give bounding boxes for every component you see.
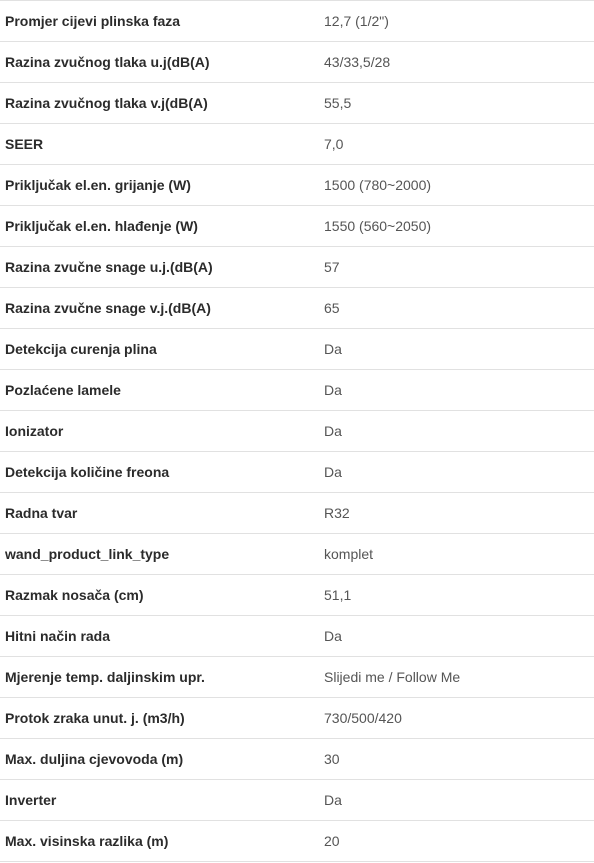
spec-row xyxy=(0,452,594,493)
spec-row xyxy=(0,616,594,657)
spec-value: Da xyxy=(319,411,594,452)
spec-value: 20 xyxy=(319,821,594,862)
spec-row xyxy=(0,370,594,411)
spec-row xyxy=(0,1,594,42)
spec-label: Razina zvučnog tlaka v.j(dB(A) xyxy=(0,83,319,124)
spec-row xyxy=(0,42,594,83)
spec-value: komplet xyxy=(319,534,594,575)
spec-row xyxy=(0,83,594,124)
spec-label: Detekcija količine freona xyxy=(0,452,319,493)
spec-label: Max. duljina cjevovoda (m) xyxy=(0,739,319,780)
spec-row xyxy=(0,534,594,575)
specifications-table-body xyxy=(0,1,594,862)
spec-row xyxy=(0,124,594,165)
spec-label: Promjer cijevi plinska faza xyxy=(0,1,319,42)
spec-row xyxy=(0,657,594,698)
spec-value: R32 xyxy=(319,493,594,534)
spec-row xyxy=(0,575,594,616)
spec-value: Da xyxy=(319,329,594,370)
spec-label: Protok zraka unut. j. (m3/h) xyxy=(0,698,319,739)
spec-row xyxy=(0,206,594,247)
spec-row xyxy=(0,165,594,206)
spec-value: Da xyxy=(319,452,594,493)
spec-value: 12,7 (1/2") xyxy=(319,1,594,42)
spec-value: 1500 (780~2000) xyxy=(319,165,594,206)
spec-label: Radna tvar xyxy=(0,493,319,534)
spec-label: Razina zvučne snage v.j.(dB(A) xyxy=(0,288,319,329)
spec-row xyxy=(0,288,594,329)
spec-value: 730/500/420 xyxy=(319,698,594,739)
spec-label: Pozlaćene lamele xyxy=(0,370,319,411)
spec-value: 30 xyxy=(319,739,594,780)
spec-label: Max. visinska razlika (m) xyxy=(0,821,319,862)
spec-row xyxy=(0,247,594,288)
spec-row xyxy=(0,698,594,739)
spec-value: 1550 (560~2050) xyxy=(319,206,594,247)
spec-label: wand_product_link_type xyxy=(0,534,319,575)
spec-value: Slijedi me / Follow Me xyxy=(319,657,594,698)
spec-row xyxy=(0,739,594,780)
spec-value: 55,5 xyxy=(319,83,594,124)
spec-value: 51,1 xyxy=(319,575,594,616)
spec-label: Detekcija curenja plina xyxy=(0,329,319,370)
spec-row xyxy=(0,329,594,370)
spec-label: Razmak nosača (cm) xyxy=(0,575,319,616)
spec-label: Inverter xyxy=(0,780,319,821)
spec-label: Priključak el.en. hlađenje (W) xyxy=(0,206,319,247)
spec-label: Razina zvučne snage u.j.(dB(A) xyxy=(0,247,319,288)
spec-label: Razina zvučnog tlaka u.j(dB(A) xyxy=(0,42,319,83)
spec-row xyxy=(0,411,594,452)
spec-value: Da xyxy=(319,616,594,657)
spec-value: 7,0 xyxy=(319,124,594,165)
spec-row xyxy=(0,493,594,534)
spec-value: 65 xyxy=(319,288,594,329)
spec-row xyxy=(0,780,594,821)
spec-label: Hitni način rada xyxy=(0,616,319,657)
spec-value: 57 xyxy=(319,247,594,288)
spec-label: Ionizator xyxy=(0,411,319,452)
spec-value: 43/33,5/28 xyxy=(319,42,594,83)
spec-label: Priključak el.en. grijanje (W) xyxy=(0,165,319,206)
spec-label: SEER xyxy=(0,124,319,165)
spec-value: Da xyxy=(319,780,594,821)
spec-value: Da xyxy=(319,370,594,411)
spec-label: Mjerenje temp. daljinskim upr. xyxy=(0,657,319,698)
spec-row xyxy=(0,821,594,862)
